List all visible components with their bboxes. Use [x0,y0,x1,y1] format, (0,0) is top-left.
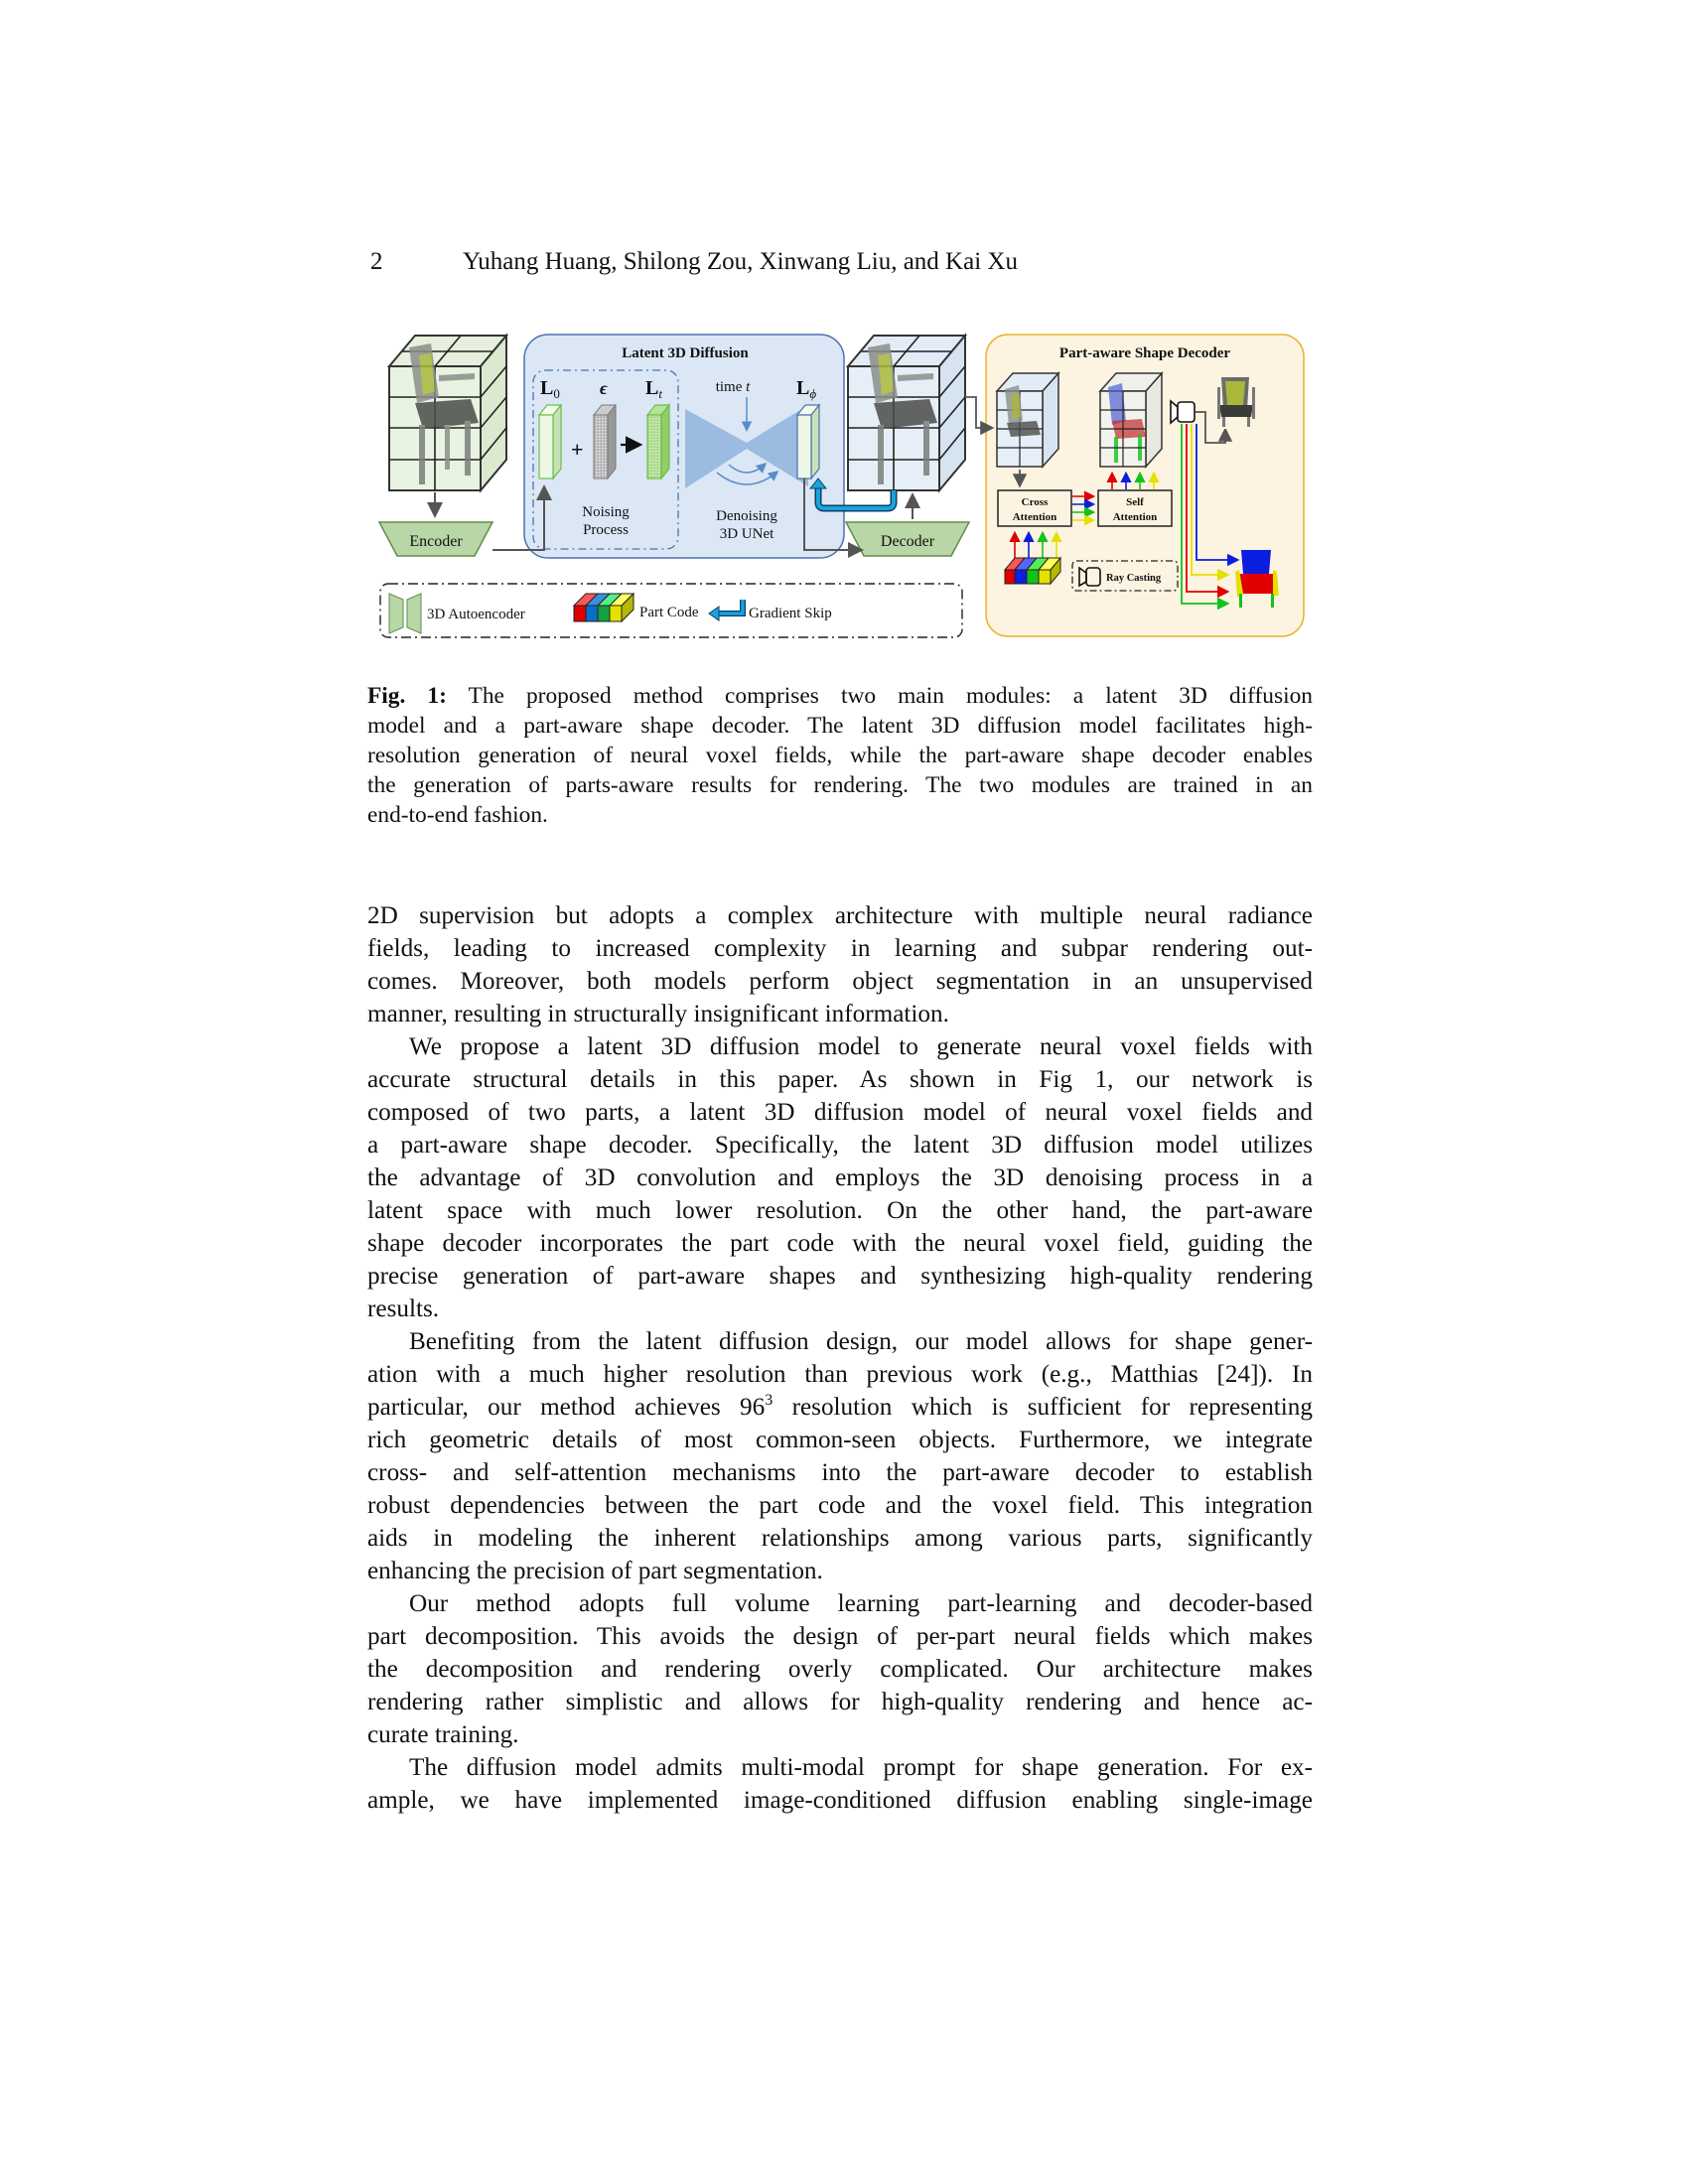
page-number: 2 [370,248,383,275]
text-line: latent space with much lower resolution. On the other hand, the part-aware [367,1197,1313,1224]
text-line: aids in modeling the inherent relationships among various parts, significantly [367,1525,1313,1552]
text-line: manner, resulting in structurally insignificant information. [367,1001,949,1027]
latent-lphi-block [797,405,819,478]
svg-text:Ray Casting: Ray Casting [1106,573,1162,584]
cross-attention-block [998,490,1071,526]
paragraph-1 [367,899,1313,1030]
camera-icon [1171,401,1195,423]
text-line: the advantage of 3D convolution and employs the 3D denoising process in a [367,1164,1313,1191]
paragraph-4 [367,1587,1313,1751]
segmented-voxel-cube [1100,373,1162,467]
architecture-diagram [375,326,1309,645]
self-attention-block [1098,490,1172,526]
caption-line: model and a part-aware shape decoder. The latent 3D diffusion model facilitates high- [367,713,1313,739]
text-line: 2D supervision but adopts a complex architecture with multiple neural radiance [367,902,1313,929]
lphi-symbol: $L_\phi$ [796,377,817,401]
latent-l0-block [539,405,561,478]
paragraph-5 [367,1751,1313,1817]
text-line: The diffusion model admits multi-modal prompt for shape generation. For ex- [409,1754,1313,1781]
text-line: shape decoder incorporates the part code with the neural voxel field, guiding the [367,1230,1313,1257]
text-line: comes. Moreover, both models perform object segmentation in an unsupervised [367,968,1313,995]
plus-symbol: + [571,437,584,462]
text-line: results. [367,1296,440,1322]
text-line: precise generation of part-aware shapes and synthesizing high-quality rendering [367,1263,1313,1290]
decoded-voxel-cube [848,336,965,490]
part-code-block [1005,558,1060,584]
text-line: Our method adopts full volume learning part-learning and decoder-based [409,1590,1313,1617]
text-line: curate training. [367,1721,519,1748]
epsilon-symbol: ϵ [600,378,608,398]
noising-label-line2: Process [583,522,629,538]
page-header [367,248,1321,282]
svg-text:Attention: Attention [1012,511,1057,523]
paragraph-2 [367,1030,1313,1325]
noise-epsilon-block [594,405,616,478]
time-label: time t [715,379,751,395]
noising-label-line1: Noising [582,504,630,520]
text-line: We propose a latent 3D diffusion model to generate neural voxel fields with [409,1033,1313,1060]
text-line: ation with a much higher resolution than previous work (e.g., Matthias [24]). In [367,1361,1313,1388]
text-line: composed of two parts, a latent 3D diffusion model of neural voxel fields and [367,1099,1313,1126]
figure-1 [375,326,1309,645]
text-line: rich geometric details of most common-seen objects. Furthermore, we integrate [367,1427,1313,1453]
legend-part-code-label: Part Code [639,605,699,620]
paragraph-3 [367,1325,1313,1587]
text-line: robust dependencies between the part code and the voxel field. This integration [367,1492,1313,1519]
decoder-block [846,522,969,556]
part-aware-shape-decoder-module [986,335,1304,636]
input-voxel-cube [389,336,506,490]
legend-gradient-skip-label: Gradient Skip [749,606,832,621]
decoder-label: Decoder [880,533,935,550]
figure-legend [380,584,962,637]
part-decoder-title: Part-aware Shape Decoder [1058,345,1231,361]
autoencoder-legend-icon [389,594,421,633]
gradient-skip-legend-icon [709,600,743,620]
denoising-label-line1: Denoising [716,508,777,524]
legend-autoencoder-label: 3D Autoencoder [427,607,525,622]
text-line: Benefiting from the latent diffusion design, our model allows for shape gener- [409,1328,1313,1355]
running-head-authors: Yuhang Huang, Shilong Zou, Xinwang Liu, and Kai Xu [463,248,1018,275]
caption-label: Fig. 1: [367,683,447,709]
text-line: part decomposition. This avoids the design of per-part neural fields which makes [367,1623,1313,1650]
text-line: particular, our method achieves $96^3$ resolution which is sufficient for representing [367,1392,1313,1421]
text-line: rendering rather simplistic and allows for high-quality rendering and hence ac- [367,1689,1313,1715]
svg-text:Attention: Attention [1112,511,1158,523]
caption-line: end-to-end fashion. [367,802,548,828]
l0-symbol: $L_0$ [540,377,560,401]
text-line: fields, leading to increased complexity in learning and subpar rendering out- [367,935,1313,962]
caption-line: the generation of parts-aware results for rendering. The two modules are trained in an [367,772,1313,798]
latent-diffusion-title: Latent 3D Diffusion [622,345,749,361]
svg-text:Self: Self [1126,496,1144,508]
part-code-legend-icon [574,594,633,621]
text-line: enhancing the precision of part segmentation. [367,1558,823,1584]
rendered-chair-image [1214,373,1255,429]
superscript: 3 [765,1392,774,1409]
encoder-block [379,522,492,556]
feature-voxel-cube [997,373,1058,467]
figure-caption [367,681,1313,830]
encoder-label: Encoder [409,533,463,550]
text-line: the decomposition and rendering overly complicated. Our architecture makes [367,1656,1313,1683]
latent-lt-block [647,405,669,478]
text-line: cross- and self-attention mechanisms into the part-aware decoder to establish [367,1459,1313,1486]
latent-3d-diffusion-module [524,335,844,558]
body-text [367,899,1313,1817]
text-line: a part-aware shape decoder. Specifically, the latent 3D diffusion model utilizes [367,1132,1313,1159]
svg-text:Cross: Cross [1021,496,1049,508]
text-line: accurate structural details in this paper. As shown in Fig 1, our network is [367,1066,1313,1093]
caption-line: Fig. 1: The proposed method comprises two main modules: a latent 3D diffusion [367,683,1313,709]
text-line: ample, we have implemented image-conditioned diffusion enabling single-image [367,1787,1313,1814]
lt-symbol: $L_t$ [645,377,662,401]
caption-line: resolution generation of neural voxel fields, while the part-aware shape decoder enables [367,743,1313,768]
denoising-label-line2: 3D UNet [719,526,774,542]
